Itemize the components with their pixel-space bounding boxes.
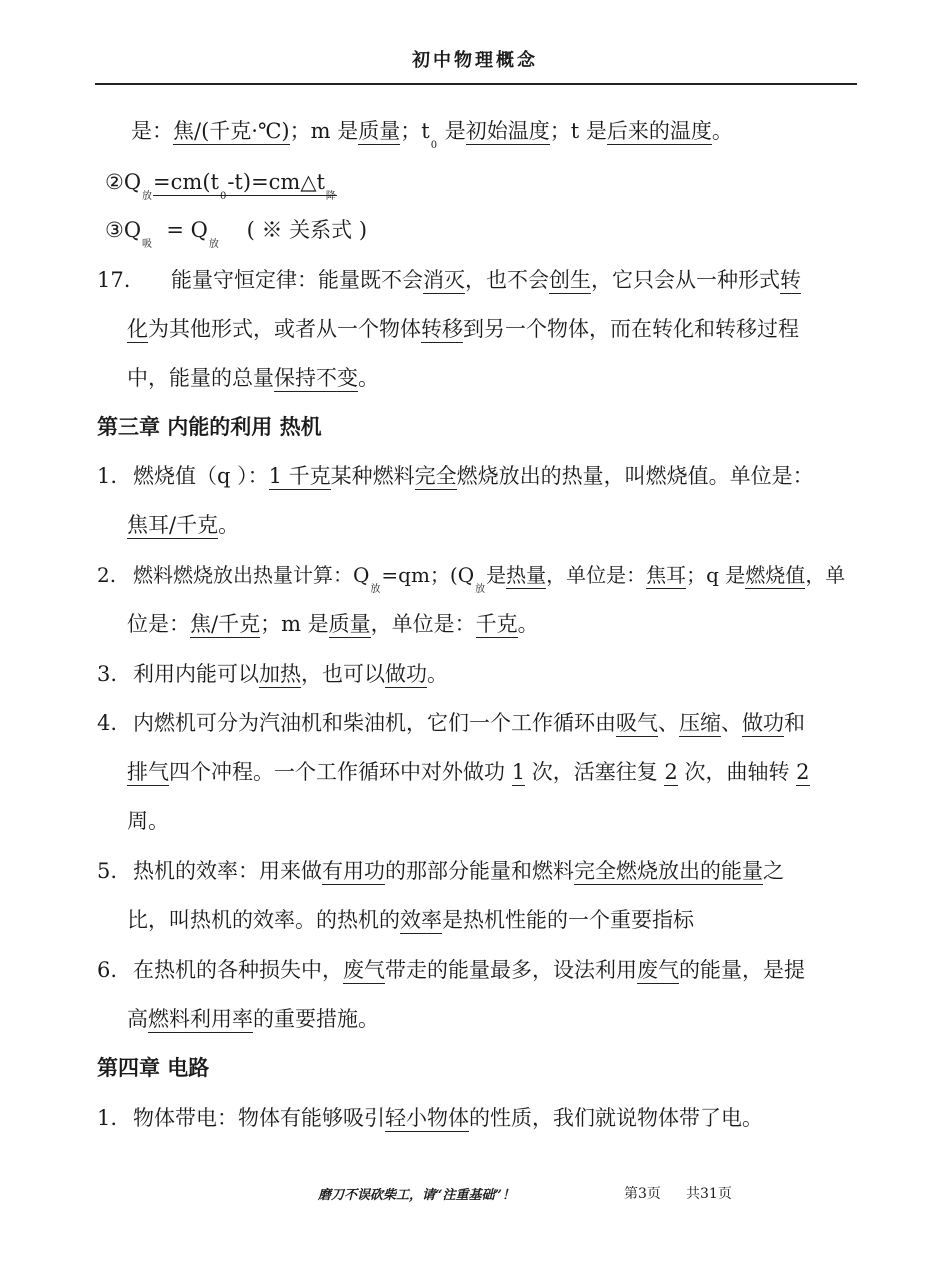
ch3-item-2-line-1: 2. 燃料燃烧放出热量计算：$Q_放=qm$；($Q_放$是热量，单位是：焦耳；q 是燃烧值，单 <box>97 563 846 595</box>
specific-heat-unit-line: 是：焦/(千克·℃)；m 是质量；$t_0$ 是初始温度；t 是后来的温度。 <box>131 119 733 151</box>
footer-motto: 磨刀不误砍柴工，请“注重基础”！ <box>318 1188 515 1203</box>
energy-conservation-line-2: 化为其他形式，或者从一个物体转移到另一个物体，而在转化和转移过程 <box>127 317 799 341</box>
ch3-item-4-line-1: 4. 内燃机可分为汽油机和柴油机，它们一个工作循环由吸气、压缩、做功和 <box>97 711 805 735</box>
ch3-item-4-line-2: 排气四个冲程。一个工作循环中对外做功 1 次，活塞往复 2 次，曲轴转 2 <box>127 760 810 784</box>
header-divider <box>95 83 857 85</box>
energy-conservation-line-1: 17. 能量守恒定律：能量既不会消灭，也不会创生，它只会从一种形式转 <box>97 268 801 292</box>
chapter-4-title: 第四章 电路 <box>97 1056 210 1080</box>
energy-conservation-line-3: 中，能量的总量保持不变。 <box>127 366 379 390</box>
ch3-item-2-line-2: 位是：焦/千克；m 是质量，单位是：千克。 <box>127 612 539 636</box>
formula-heat-balance: $③Q_吸 = Q_放$ ( ※ 关系式 ) <box>105 218 368 250</box>
ch3-item-1-line-1: 1. 燃烧值（q ）：1 千克某种燃料完全燃烧放出的热量，叫燃烧值。单位是： <box>97 464 814 488</box>
ch3-item-4-line-3: 周。 <box>127 809 169 833</box>
chapter-3-title: 第三章 内能的利用 热机 <box>97 415 322 439</box>
ch3-item-6-line-1: 6. 在热机的各种损失中，废气带走的能量最多，设法利用废气的能量，是提 <box>97 958 805 982</box>
ch3-item-3: 3. 利用内能可以加热，也可以做功。 <box>97 662 448 686</box>
ch3-item-5-line-1: 5. 热机的效率：用来做有用功的那部分能量和燃料完全燃烧放出的能量之 <box>97 859 784 883</box>
footer-page-number: 第3页 <box>624 1186 661 1202</box>
page-header-title: 初中物理概念 <box>412 50 538 71</box>
footer-total-pages: 共31页 <box>686 1186 732 1202</box>
ch4-item-1: 1. 物体带电：物体有能够吸引轻小物体的性质，我们就说物体带了电。 <box>97 1106 763 1130</box>
ch3-item-6-line-2: 高燃料利用率的重要措施。 <box>127 1007 379 1031</box>
ch3-item-1-line-2: 焦耳/千克。 <box>127 513 240 537</box>
formula-heat-released: $②Q_放=cm(t_0-t)=cm\triangle t_降$ <box>105 170 336 202</box>
ch3-item-5-line-2: 比，叫热机的效率。的热机的效率是热机性能的一个重要指标 <box>127 908 694 932</box>
